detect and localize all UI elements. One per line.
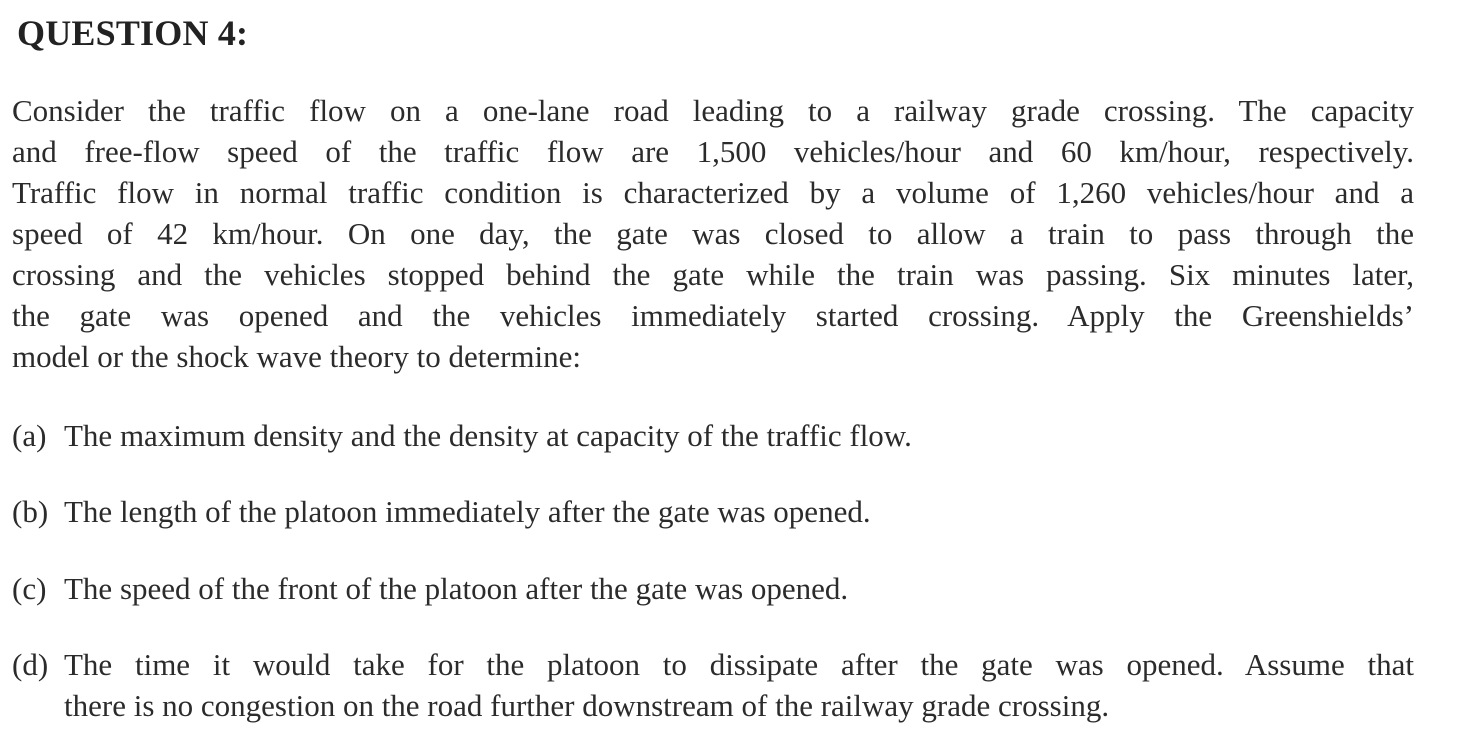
part-a <box>12 415 1414 456</box>
part-text: The maximum density and the density at capacity of the traffic flow. <box>64 418 912 453</box>
paragraph-line: speed of 42 km/hour. On one day, the gate was closed to allow a train to pass through the <box>12 216 1414 251</box>
paragraph-line: crossing and the vehicles stopped behind the gate while the train was passing. Six minutes later, <box>12 257 1414 292</box>
part-label: (a) <box>12 418 47 453</box>
question-heading: QUESTION 4: <box>17 13 249 53</box>
part-text: The length of the platoon immediately after the gate was opened. <box>64 494 871 529</box>
paragraph-line: Traffic flow in normal traffic condition is characterized by a volume of 1,260 vehicles/hour and a <box>12 175 1414 210</box>
part-first-line <box>12 644 1414 685</box>
part-label: (d) <box>12 647 49 682</box>
part-text-continuation: there is no congestion on the road further downstream of the railway grade crossing. <box>64 688 1110 723</box>
paragraph-line: and free-flow speed of the traffic flow are 1,500 vehicles/hour and 60 km/hour, respectively. <box>12 134 1414 169</box>
part-text: The time it would take for the platoon to dissipate after the gate was opened. Assume that <box>64 647 1414 682</box>
paragraph-line: the gate was opened and the vehicles immediately started crossing. Apply the Greenshields’ <box>12 298 1414 333</box>
part-text: The speed of the front of the platoon after the gate was opened. <box>64 571 849 606</box>
question-paragraph <box>12 90 1414 377</box>
part-d <box>12 644 1414 726</box>
part-b <box>12 491 1414 532</box>
paragraph-line: Consider the traffic flow on a one-lane road leading to a railway grade crossing. The capacity <box>12 93 1414 128</box>
part-label: (c) <box>12 571 47 606</box>
part-label: (b) <box>12 494 49 529</box>
paragraph-line: model or the shock wave theory to determine: <box>12 339 582 374</box>
part-c <box>12 568 1414 609</box>
